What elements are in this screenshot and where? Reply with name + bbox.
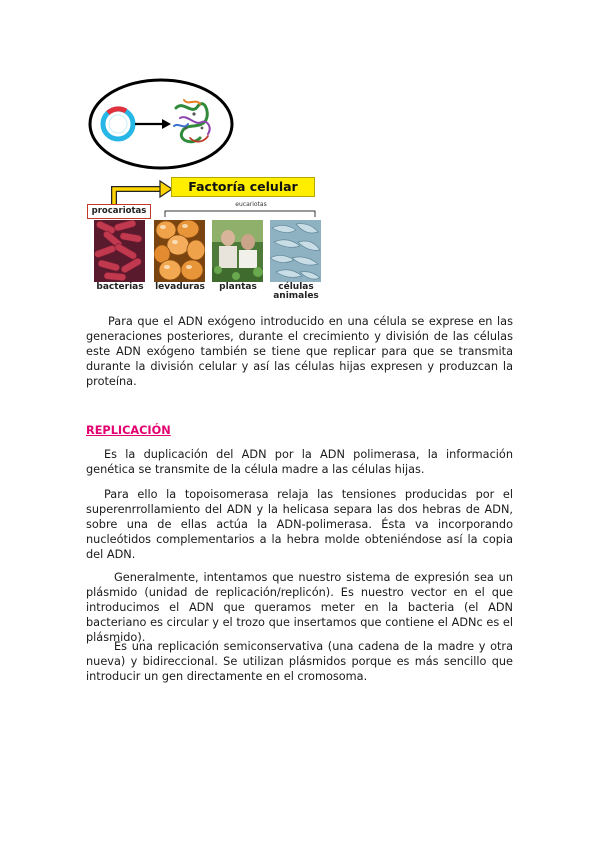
paragraph-1: Es la duplicación del ADN por la ADN polimerasa, la información genética se transmite de la célula madre a las células hijas. xyxy=(86,448,513,477)
animal-cells-image xyxy=(270,220,321,282)
section-title: REPLICACIÓN xyxy=(86,424,171,437)
tile-label-plants: plantas xyxy=(219,282,257,292)
paragraph-2: Para ello la topoisomerasa relaja las tensiones producidas por el superenrrollamiento del ADN y la helicasa separa las dos hebras de ADN, sobre una de ellas actúa la ADN-polimerasa. Ésta va incorporando nucleótidos complementarios a la hebra molde obteniéndose así la copia del ADN. xyxy=(86,488,513,562)
yeast-image xyxy=(154,220,205,282)
cell-factory-figure xyxy=(84,172,324,302)
factory-title: Factoría celular xyxy=(171,177,315,197)
tile-label-bacteria: bacterias xyxy=(96,282,144,292)
prokaryote-label: procariotas xyxy=(87,204,151,219)
plants-image xyxy=(212,220,263,282)
paragraph-4: Es una replicación semiconservativa (una cadena de la madre y otra nueva) y bidireccional. Se utilizan plásmidos porque es más sencillo que introducir un gen directamente en el cromosoma. xyxy=(86,640,513,684)
tile-label-yeast: levaduras xyxy=(155,282,205,292)
paragraph-3: Generalmente, intentamos que nuestro sistema de expresión sea un plásmido (unidad de replicación/replicón). Es nuestro vector en el que introducimos el ADN que queramos meter en la bacteria (el ADN bacteriano es circular y el trozo que insertamos que contiene el ADNc es el plásmido). xyxy=(86,571,513,645)
plasmid-to-protein-figure xyxy=(88,78,234,170)
eukaryote-label: eucariotas xyxy=(235,201,267,208)
eukaryote-brace xyxy=(164,208,316,218)
intro-paragraph: Para que el ADN exógeno introducido en una célula se exprese en las generaciones posteriores, durante el crecimiento y división de las células este ADN exógeno también se tiene que replicar para que se transmita durante la división celular y así las células hijas expresen y produzcan la proteína. xyxy=(86,315,513,389)
curved-arrow-icon xyxy=(108,178,174,206)
bacteria-image xyxy=(94,220,145,282)
tile-label-animal-cells: células animales xyxy=(273,282,319,301)
